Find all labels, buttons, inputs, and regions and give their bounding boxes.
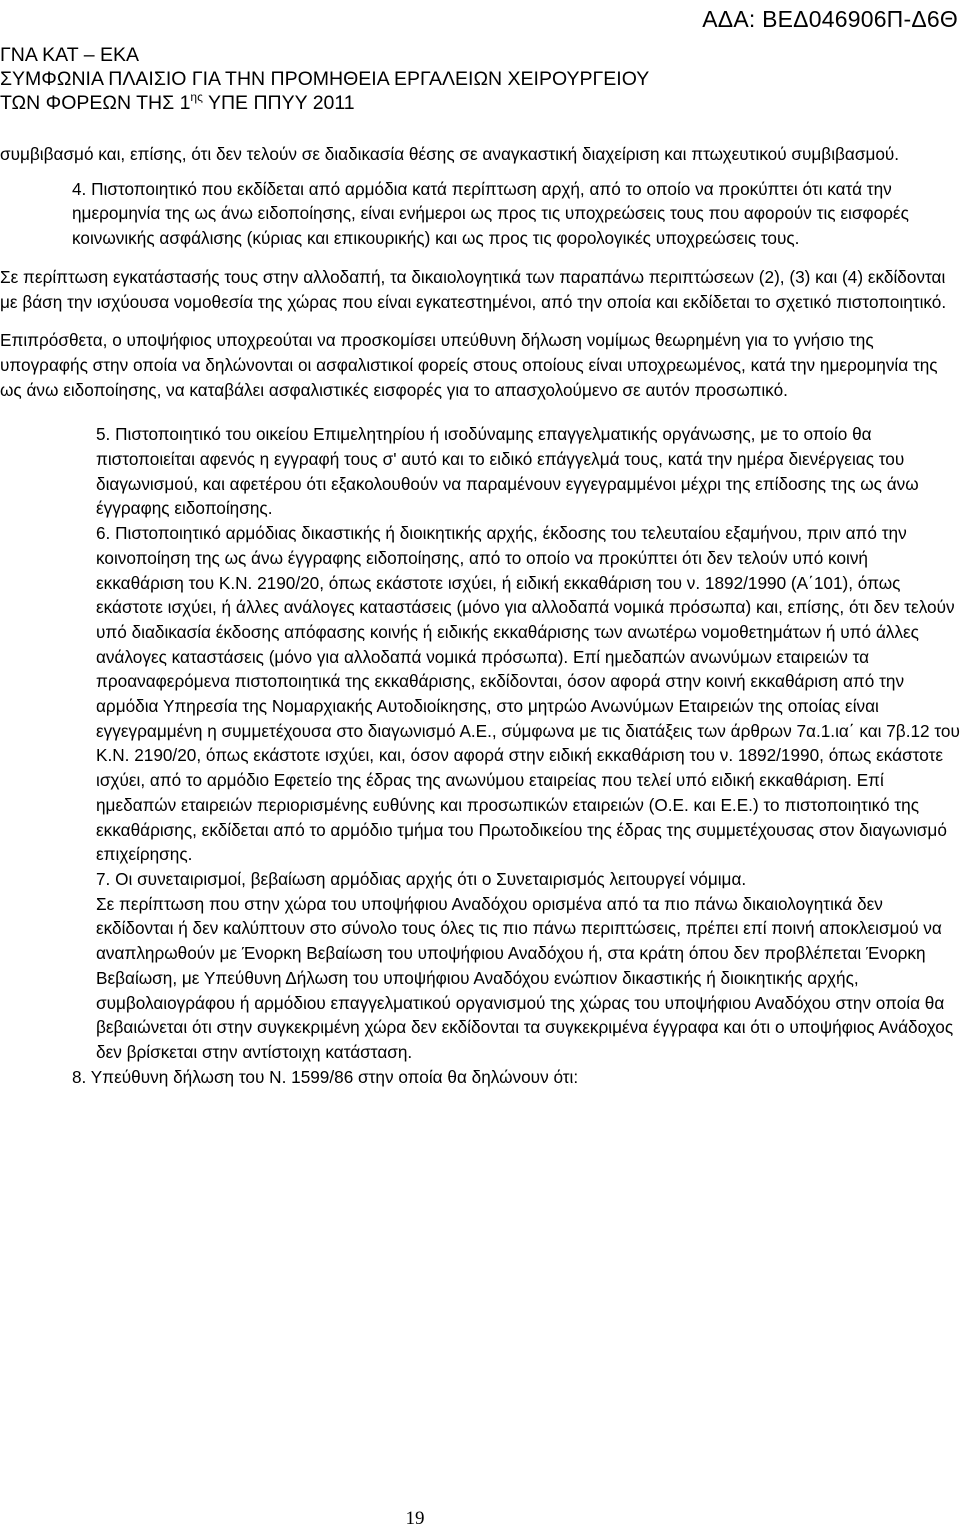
document-body <box>0 142 960 1089</box>
header-line-organization: ΓΝΑ ΚΑΤ – ΕΚΑ <box>0 44 139 66</box>
paragraph-item-4: 4. Πιστοποιητικό που εκδίδεται από αρμόδια κατά περίπτωση αρχή, από το οποίο να προκύπτει ότι κατά την ημερομηνία της ως άνω ειδοποίησης, είναι ενήμεροι ως προς τις υποχρεώσεις τους που αφορούν τις εισφορές κοινωνικής ασφάλισης (κύριας και επικουρικής) και ως προς τις φορολογικές υποχρεώσεις τους. <box>72 178 909 249</box>
paragraph-item-8: 8. Υπεύθυνη δήλωση του Ν. 1599/86 στην οποία θα δηλώνουν ότι: <box>72 1066 579 1087</box>
paragraph-item-7: 7. Οι συνεταιρισμοί, βεβαίωση αρμόδιας αρχής ότι ο Συνεταιρισμός λειτουργεί νόμιμα. <box>96 868 747 889</box>
paragraph-continuation: συμβιβασμό και, επίσης, ότι δεν τελούν σε διαδικασία θέσης σε αναγκαστική διαχείριση και πτωχευτικού συμβιβασμού. <box>0 144 900 164</box>
header-line-entities <box>0 91 960 115</box>
ada-code: ΑΔΑ: ΒΕΔ046906Π-Δ6Θ <box>702 6 958 32</box>
header-line3-post: ΥΠΕ ΠΠΥΥ 2011 <box>202 92 355 114</box>
paragraph-additional-declaration: Επιπρόσθετα, ο υποψήφιος υποχρεούται να προσκομίσει υπεύθυνη δήλωση νομίμως θεωρημένη για το γνήσιο της υπογραφής στην οποία να δηλώνονται οι ασφαλιστικοί φορείς στους οποίους είναι υποχρεωμένος, κατά την ημερομηνία της ως άνω ειδοποίησης, να καταβάλει ασφαλιστικές εισφορές για το απασχολούμενο σε αυτόν προσωπικό. <box>0 330 938 400</box>
paragraph-substitute-declaration: Σε περίπτωση που στην χώρα του υποψήφιου Αναδόχου ορισμένα από τα πιο πάνω δικαιολογητικά δεν εκδίδονται ή δεν καλύπτουν στο σύνολο τους όλες τις πιο πάνω περιπτώσεις, πρέπει επί ποινή αποκλεισμού να αναπληρωθούν με Ένορκη Βεβαίωση του υποψήφιου Αναδόχου ή, στα κράτη όπου δεν προβλέπεται Ένορκη Βεβαίωση, με Υπεύθυνη Δήλωση του υποψήφιου Αναδόχου ενώπιον δικαστικής ή διοικητικής αρχής, συμβολαιογράφου ή αρμόδιου επαγγελματικού οργανισμού της χώρας του υποψήφιου Αναδόχου στην οποία θα βεβαιώνεται ότι στην συγκεκριμένη χώρα δεν εκδίδονται τα συγκεκριμένα έγγραφα και ότι ο υποψήφιος Ανάδοχος δεν βρίσκεται στην αντίστοιχη κατάσταση. <box>96 893 954 1062</box>
header-line3-sup: ης <box>190 90 203 104</box>
header-line3-pre: ΤΩΝ ΦΟΡΕΩΝ ΤΗΣ 1 <box>0 92 191 114</box>
page-number: 19 <box>405 1508 425 1529</box>
header-line-agreement: ΣΥΜΦΩΝΙΑ ΠΛΑΙΣΙΟ ΓΙΑ ΤΗΝ ΠΡΟΜΗΘΕΙΑ ΕΡΓΑΛΕΙΩΝ ΧΕΙΡΟΥΡΓΕΙΟΥ <box>0 68 650 90</box>
paragraph-foreign-establishment: Σε περίπτωση εγκατάστασής τους στην αλλοδαπή, τα δικαιολογητικά των παραπάνω περιπτώσεων (2), (3) και (4) εκδίδονται με βάση την ισχύουσα νομοθεσία της χώρας που είναι εγκατεστημένοι, από την οποία και εκδίδεται το σχετικό πιστοποιητικό. <box>0 266 947 312</box>
document-header <box>0 43 960 115</box>
paragraph-item-6: 6. Πιστοποιητικό αρμόδιας δικαστικής ή διοικητικής αρχής, έκδοσης του τελευταίου εξαμήνου, πριν από την κοινοποίηση της ως άνω έγγραφης ειδοποίησης, από το οποίο να προκύπτει ότι δεν τελούν υπό κοινή εκκαθάριση του Κ.Ν. 2190/20, όπως εκάστοτε ισχύει, ή ειδική εκκαθάριση του ν. 1892/1990 (Α΄101), όπως εκάστοτε ισχύει, ή άλλες ανάλογες καταστάσεις (μόνο για αλλοδαπά νομικά πρόσωπα) και, επίσης, ότι δεν τελούν υπό διαδικασία έκδοσης απόφασης κοινής ή ειδικής εκκαθάρισης των ανωτέρω νομοθετημάτων ή υπό άλλες ανάλογες καταστάσεις (μόνο για αλλοδαπά νομικά πρόσωπα). Επί ημεδαπών ανωνύμων εταιρειών τα προαναφερόμενα πιστοποιητικά της εκκαθάρισης, εκδίδονται, όσον αφορά στην κοινή εκκαθάριση από την αρμόδια Υπηρεσία της Νομαρχιακής Αυτοδιοίκησης, στο μητρώο Ανωνύμων Εταιρειών της οποίας είναι εγγεγραμμένη η συμμετέχουσα στο διαγωνισμό Α.Ε., σύμφωνα με τις διατάξεις των άρθρων 7α.1.ια΄ και 7β.12 του Κ.Ν. 2190/20, όπως εκάστοτε ισχύει, και, όσον αφορά στην ειδική εκκαθάριση του ν. 1892/1990, όπως εκάστοτε ισχύει, από το αρμόδιο Εφετείο της έδρας της ανωνύμου εταιρείας που τελεί υπό ειδική εκκαθάριση. Επί ημεδαπών εταιρειών περιορισμένης ευθύνης και προσωπικών εταιρειών (Ο.Ε. και Ε.Ε.) το πιστοποιητικό της εκκαθάρισης, εκδίδεται από το αρμόδιο τμήμα του Πρωτοδικείου της έδρας της συμμετέχουσας στον διαγωνισμό επιχείρησης. <box>96 523 960 865</box>
paragraph-item-5: 5. Πιστοποιητικό του οικείου Επιμελητηρίου ή ισοδύναμης επαγγελματικής οργάνωσης, με το οποίο θα πιστοποιείται αφενός η εγγραφή τους σ' αυτό και το ειδικό επάγγελμά τους, κατά την ημέρα διενέργειας του διαγωνισμού, και αφετέρου ότι εξακολουθούν να παραμένουν εγγεγραμμένοι μέχρι της επίδοσης της ως άνω έγγραφης ειδοποίησης. <box>96 424 919 519</box>
